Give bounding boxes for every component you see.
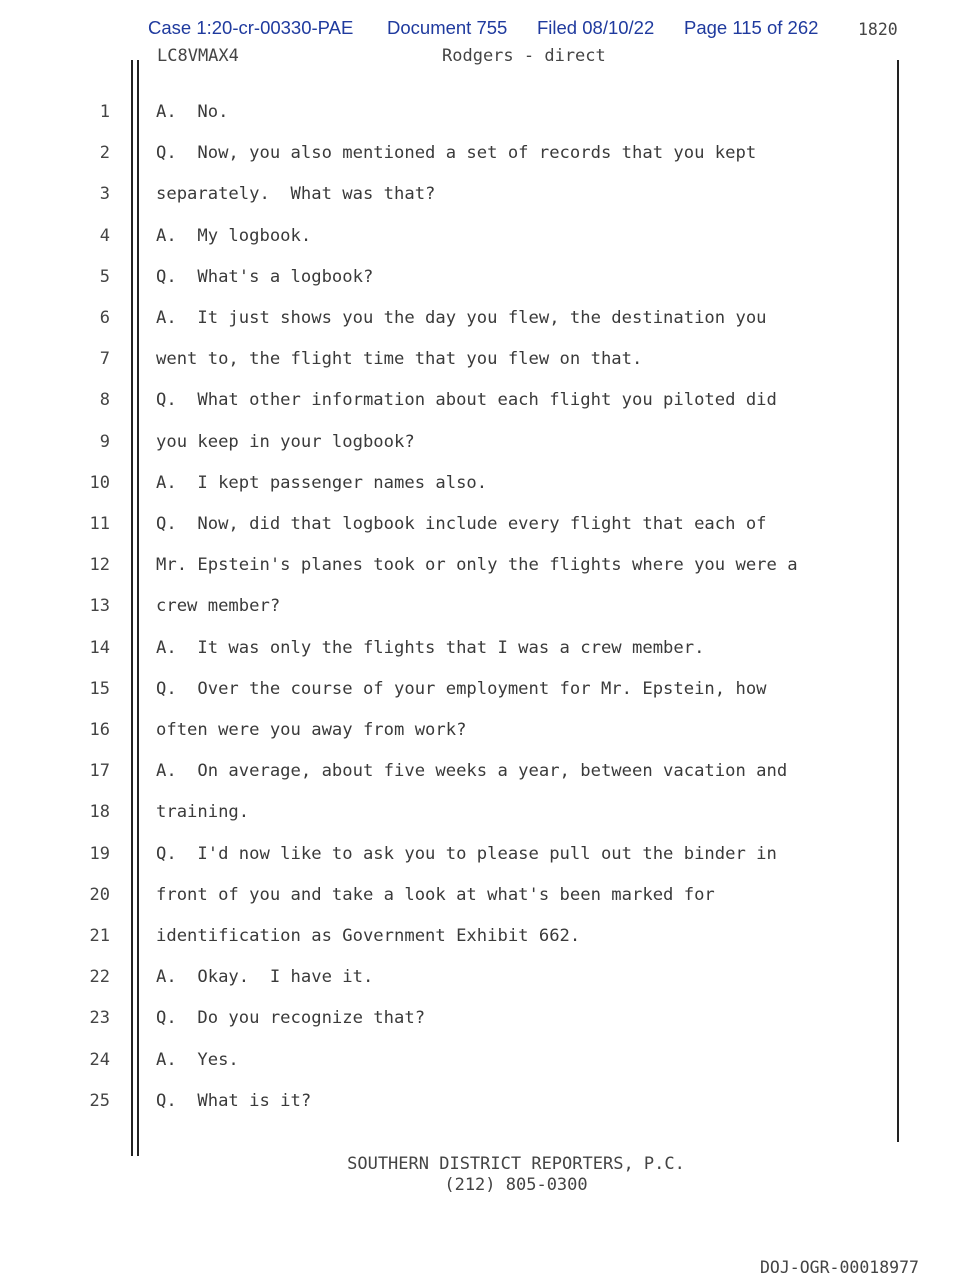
- reporter-phone: (212) 805-0300: [444, 1175, 588, 1195]
- line-text: went to, the flight time that you flew on that.: [156, 349, 643, 370]
- line-number: 3: [99, 184, 110, 205]
- transcript-line: [0, 880, 972, 910]
- transcript-line: [0, 468, 972, 498]
- line-text: separately. What was that?: [156, 184, 436, 205]
- transcript-line: [0, 797, 972, 827]
- transcript-line: [0, 385, 972, 415]
- line-text: Q. What other information about each flight you piloted did: [156, 390, 777, 411]
- line-number: 18: [89, 802, 110, 823]
- line-number: 12: [89, 555, 110, 576]
- transcript-line: [0, 97, 972, 127]
- line-number: 25: [89, 1090, 110, 1111]
- case-number: Case 1:20-cr-00330-PAE: [148, 17, 354, 38]
- line-text: A. No.: [156, 102, 229, 122]
- line-number: 16: [89, 720, 110, 740]
- line-number: 19: [89, 843, 110, 864]
- line-number: 15: [89, 678, 110, 699]
- line-number: 10: [89, 472, 110, 493]
- transcript-line: [0, 303, 972, 333]
- line-text: A. On average, about five weeks a year, between vacation and: [156, 761, 788, 782]
- line-text: Q. Now, did that logbook include every flight that each of: [156, 514, 767, 534]
- line-text: identification as Government Exhibit 662.: [156, 926, 581, 946]
- line-number: 7: [99, 349, 110, 370]
- transcript-line: [0, 674, 972, 704]
- transcript-line: [0, 262, 972, 292]
- transcript-line: [0, 962, 972, 992]
- transcript-page-number: 1820: [858, 20, 898, 39]
- footer: [0, 1154, 972, 1196]
- transcript-line: [0, 1045, 972, 1075]
- line-text: Q. Over the course of your employment for Mr. Epstein, how: [156, 678, 767, 699]
- transcript-line: [0, 839, 972, 869]
- line-number: 1: [99, 102, 110, 122]
- transcript-line: [0, 715, 972, 745]
- page-count: Page 115 of 262: [684, 17, 819, 38]
- transcript-line: [0, 921, 972, 951]
- transcript-line: [0, 1086, 972, 1116]
- transcript-line: [0, 427, 972, 457]
- line-number: 23: [89, 1008, 110, 1029]
- line-text: A. It was only the flights that I was a crew member.: [156, 637, 705, 658]
- transcript-line: [0, 221, 972, 251]
- filing-header: [0, 17, 972, 43]
- line-text: crew member?: [156, 596, 281, 617]
- transcript-line: [0, 138, 972, 168]
- line-number: 4: [99, 225, 110, 246]
- line-text: training.: [156, 802, 250, 823]
- line-text: A. My logbook.: [156, 225, 312, 246]
- transcript-line: [0, 633, 972, 663]
- line-number: 20: [89, 884, 110, 905]
- line-text: often were you away from work?: [156, 720, 467, 740]
- transcript-line: [0, 344, 972, 374]
- transcript-line: [0, 550, 972, 580]
- document-number: Document 755: [387, 17, 508, 38]
- line-number: 11: [89, 514, 110, 534]
- line-number: 2: [99, 143, 110, 164]
- line-text: front of you and take a look at what's been marked for: [156, 884, 715, 905]
- line-number: 22: [89, 967, 110, 988]
- line-number: 21: [89, 926, 110, 946]
- filed-date: Filed 08/10/22: [537, 17, 655, 38]
- transcript-line: [0, 756, 972, 786]
- transcript-line: [0, 1003, 972, 1033]
- line-text: Q. Do you recognize that?: [156, 1008, 426, 1029]
- line-text: A. Yes.: [156, 1049, 239, 1070]
- line-number: 17: [89, 761, 110, 782]
- line-text: you keep in your logbook?: [156, 431, 415, 452]
- line-text: Q. Now, you also mentioned a set of records that you kept: [156, 143, 757, 164]
- transcript-line: [0, 591, 972, 621]
- line-number: 8: [99, 390, 110, 411]
- line-text: A. It just shows you the day you flew, the destination you: [156, 308, 767, 328]
- line-number: 5: [99, 266, 110, 287]
- line-number: 13: [89, 596, 110, 617]
- line-text: A. Okay. I have it.: [156, 967, 374, 988]
- transcript-line: [0, 509, 972, 539]
- line-number: 9: [99, 431, 110, 452]
- examination-title: Rodgers - direct: [442, 46, 606, 66]
- line-number: 14: [89, 637, 110, 658]
- line-text: Q. I'd now like to ask you to please pull out the binder in: [156, 843, 777, 864]
- reporter-name: SOUTHERN DISTRICT REPORTERS, P.C.: [347, 1154, 685, 1174]
- line-text: Q. What's a logbook?: [156, 266, 374, 287]
- transcript-line: [0, 179, 972, 209]
- transcript-code: LC8VMAX4: [157, 46, 239, 66]
- line-number: 24: [89, 1049, 110, 1070]
- line-text: Mr. Epstein's planes took or only the flights where you were a: [156, 555, 798, 576]
- line-text: Q. What is it?: [156, 1090, 312, 1111]
- line-text: A. I kept passenger names also.: [156, 472, 488, 493]
- bates-number: DOJ-OGR-00018977: [760, 1258, 919, 1277]
- line-number: 6: [99, 308, 110, 328]
